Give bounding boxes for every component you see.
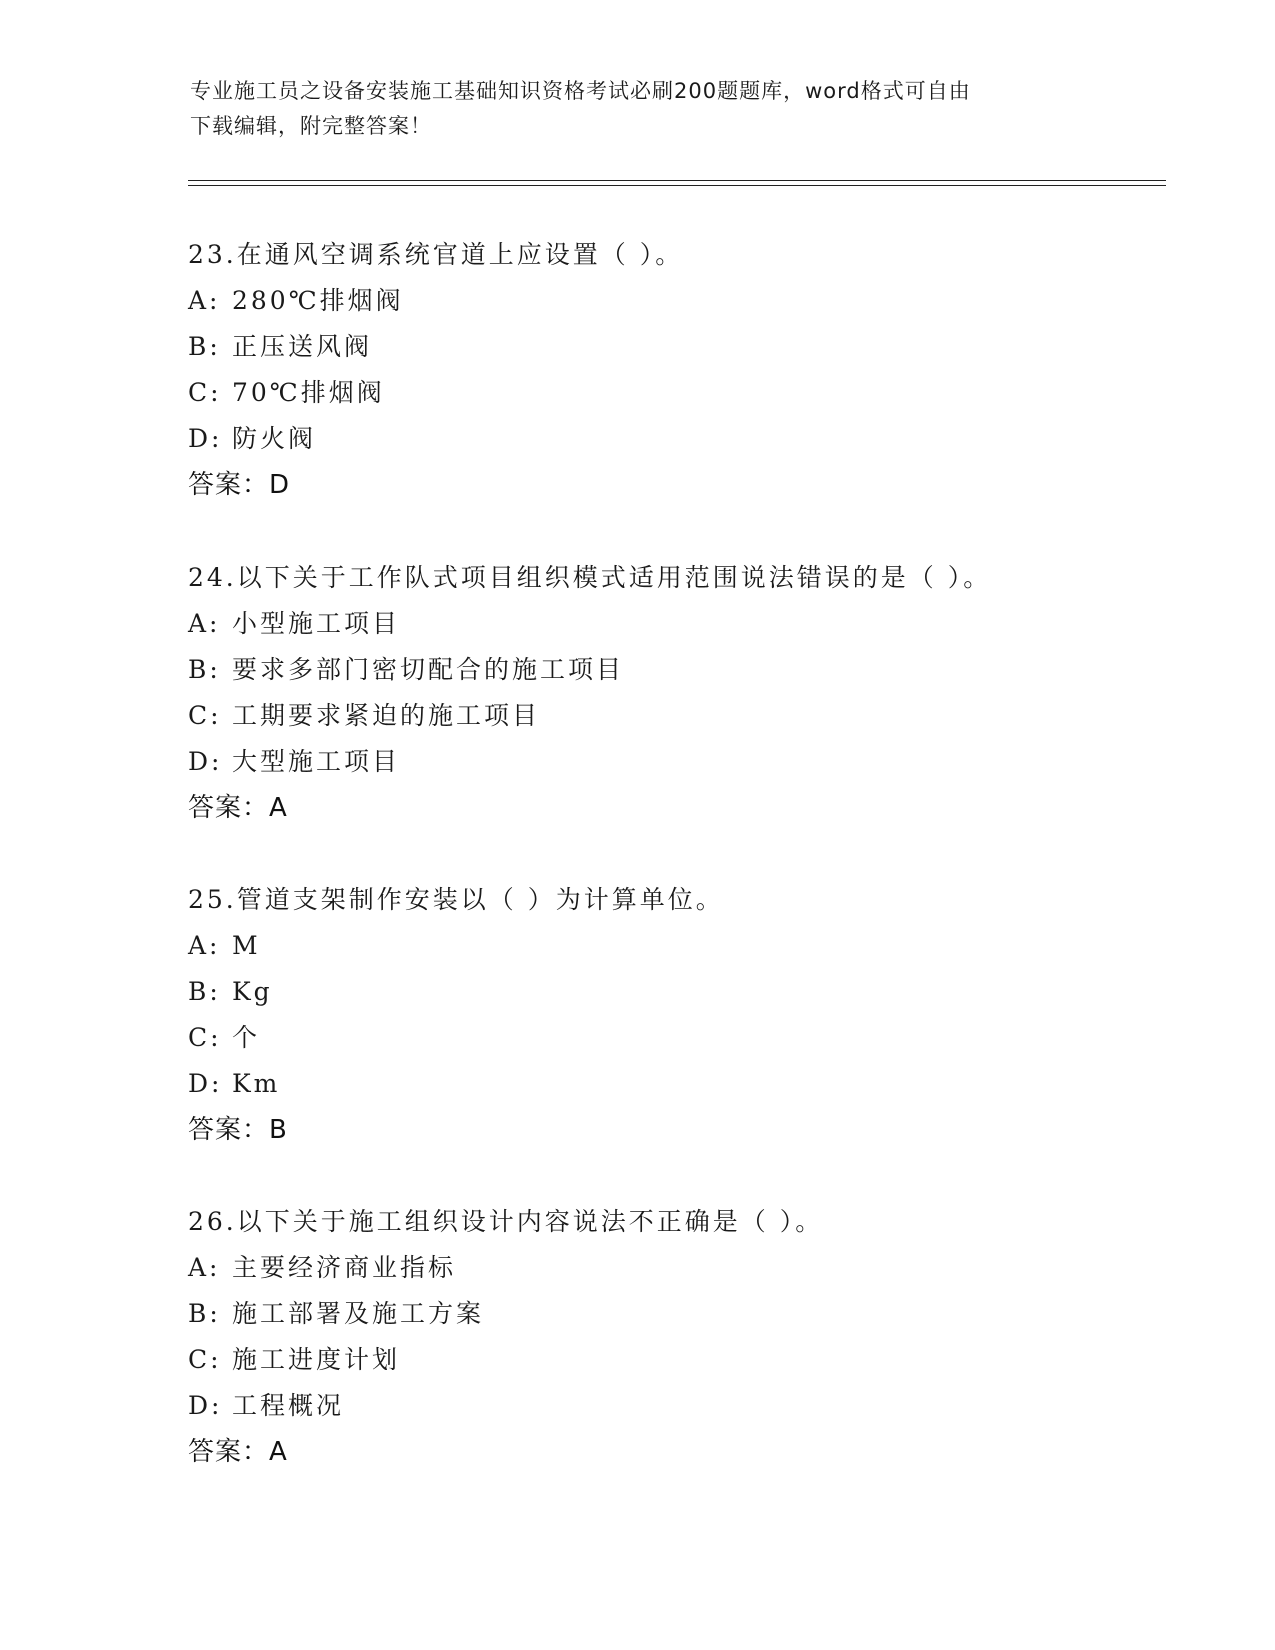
question-24 xyxy=(188,555,1188,831)
question-stem: 24.以下关于工作队式项目组织模式适用范围说法错误的是（ ）。 xyxy=(188,563,992,592)
option-a xyxy=(188,601,1188,647)
header-line-1: 专业施工员之设备安装施工基础知识资格考试必刷200题题库，word格式可自由 xyxy=(190,79,971,103)
option-letter: D: xyxy=(188,1069,223,1098)
answer-line: 答案：B xyxy=(188,1115,288,1145)
option-d xyxy=(188,416,1188,462)
option-text: 防火阀 xyxy=(232,424,317,453)
option-text: 小型施工项目 xyxy=(232,609,401,638)
option-text: 要求多部门密切配合的施工项目 xyxy=(232,655,625,684)
option-c xyxy=(188,1337,1188,1383)
option-letter: C: xyxy=(188,701,222,730)
option-text: 个 xyxy=(232,1023,261,1052)
option-b xyxy=(188,324,1188,370)
option-letter: D: xyxy=(188,747,223,776)
option-a xyxy=(188,278,1188,324)
option-letter: A: xyxy=(188,931,221,960)
option-c xyxy=(188,370,1188,416)
option-letter: B: xyxy=(188,332,221,361)
option-letter: D: xyxy=(188,424,223,453)
option-letter: B: xyxy=(188,977,221,1006)
option-c xyxy=(188,1015,1188,1061)
option-b xyxy=(188,1291,1188,1337)
option-d xyxy=(188,1383,1188,1429)
option-text: 大型施工项目 xyxy=(232,747,401,776)
answer-line: 答案：A xyxy=(188,793,288,823)
option-text: 280℃排烟阀 xyxy=(232,286,404,315)
option-letter: C: xyxy=(188,378,222,407)
option-text: 70℃排烟阀 xyxy=(232,378,385,407)
question-23 xyxy=(188,232,1188,508)
question-stem: 23.在通风空调系统官道上应设置（ ）。 xyxy=(188,240,684,269)
option-letter: B: xyxy=(188,655,221,684)
option-text: Km xyxy=(232,1069,281,1098)
option-letter: C: xyxy=(188,1345,222,1374)
header-divider-bottom xyxy=(188,185,1166,186)
question-stem: 25.管道支架制作安装以（ ）为计算单位。 xyxy=(188,885,724,914)
option-letter: B: xyxy=(188,1299,221,1328)
option-text: 施工进度计划 xyxy=(232,1345,401,1374)
option-c xyxy=(188,693,1188,739)
option-a xyxy=(188,923,1188,969)
answer-line: 答案：D xyxy=(188,470,291,500)
option-letter: A: xyxy=(188,1253,221,1282)
option-letter: C: xyxy=(188,1023,222,1052)
option-letter: A: xyxy=(188,286,221,315)
option-d xyxy=(188,1061,1188,1107)
document-header xyxy=(190,74,1090,144)
option-text: 工程概况 xyxy=(232,1391,345,1420)
header-divider-top xyxy=(188,180,1166,181)
option-text: 主要经济商业指标 xyxy=(232,1253,457,1282)
option-b xyxy=(188,647,1188,693)
option-letter: D: xyxy=(188,1391,223,1420)
option-text: Kg xyxy=(232,977,273,1006)
header-line-2: 下载编辑，附完整答案！ xyxy=(190,114,432,138)
option-text: M xyxy=(232,931,261,960)
option-letter: A: xyxy=(188,609,221,638)
question-26 xyxy=(188,1199,1188,1475)
question-25 xyxy=(188,877,1188,1153)
question-stem: 26.以下关于施工组织设计内容说法不正确是（ ）。 xyxy=(188,1207,824,1236)
answer-line: 答案：A xyxy=(188,1437,288,1467)
option-text: 工期要求紧迫的施工项目 xyxy=(232,701,541,730)
option-d xyxy=(188,739,1188,785)
option-b xyxy=(188,969,1188,1015)
option-text: 施工部署及施工方案 xyxy=(232,1299,485,1328)
option-a xyxy=(188,1245,1188,1291)
option-text: 正压送风阀 xyxy=(232,332,373,361)
